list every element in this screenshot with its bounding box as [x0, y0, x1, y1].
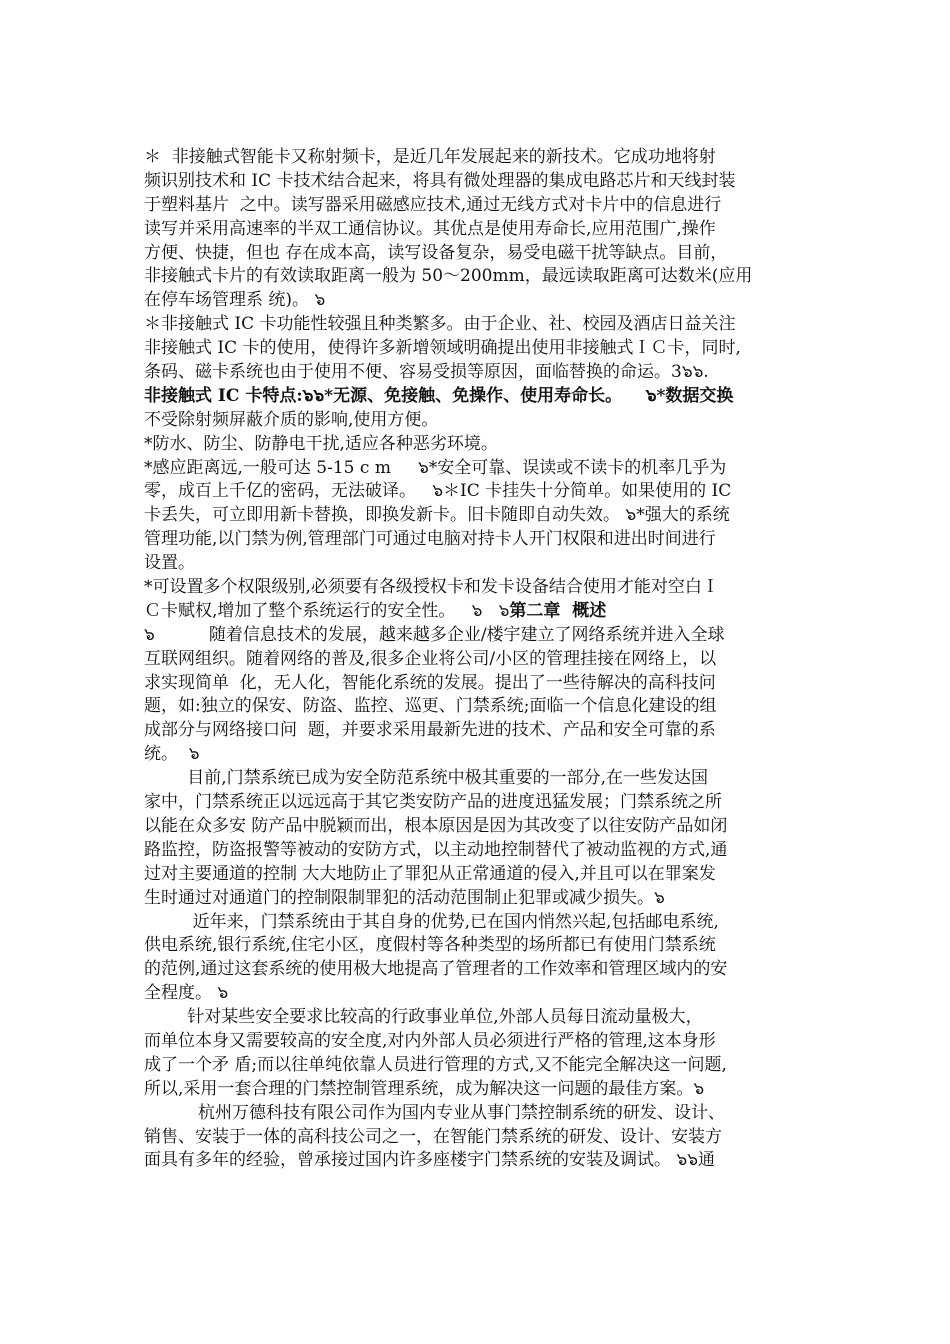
text-line: 非接触式 IC 卡的使用，使得许多新增领域明确提出使用非接触式ＩＣ卡，同时,: [144, 338, 741, 359]
text-line: 所以,采用一套合理的门禁控制管理系统，成为解决这一问题的最佳方案。๖: [144, 1078, 705, 1099]
text-line: 成了一个矛 盾;而以往单纯依靠人员进行管理的方式,又不能完全解决这一问题,: [144, 1054, 727, 1075]
text-line: 销售、安装于一体的高科技公司之一，在智能门禁系统的研发、设计、安装方: [144, 1126, 722, 1147]
text-line: 杭州万德科技有限公司作为国内专业从事门禁控制系统的研发、设计、: [144, 1102, 726, 1123]
text-line: 统。 ๖: [144, 744, 200, 765]
section-heading-ic-features: 非接触式 IC 卡特点:๖๖*无源、免接触、免操作、使用寿命长。 ๖*数据交换: [144, 385, 734, 406]
text-line: 目前,门禁系统已成为安全防范系统中极其重要的一部分,在一些发达国: [144, 768, 709, 789]
text-line: 全程度。 ๖: [144, 983, 229, 1004]
text-line: 管理功能,以门禁为例,管理部门可通过电脑对持卡人开门权限和进出时间进行: [144, 529, 716, 550]
text-line: 非接触式卡片的有效读取距离一般为 50～200mm，最远读取距离可达数米(应用: [144, 266, 753, 287]
text-line: 在停车场管理系 统)。 ๖: [144, 290, 326, 311]
chapter-two-prefix: Ｃ卡赋权,增加了整个系统运行的安全性。 ๖ ๖: [144, 600, 510, 621]
text-line: *防水、防尘、防静电干扰,适应各种恶劣环境。: [144, 433, 498, 454]
text-line: 路监控，防盗报警等被动的安防方式，以主动地控制替代了被动监视的方式,通: [144, 839, 728, 860]
text-line: 求实现简单 化，无人化，智能化系统的发展。提出了一些待解决的高科技问: [144, 672, 716, 693]
text-line: 于塑料基片 之中。读写器采用磁感应技术,通过无线方式对卡片中的信息进行: [144, 194, 722, 215]
chapter-two-heading: 第二章 概述: [509, 600, 607, 621]
text-line: 以能在众多安 防产品中脱颖而出，根本原因是因为其改变了以往安防产品如闭: [144, 815, 728, 836]
text-line: 方便、快捷，但也 存在成本高，读写设备复杂，易受电磁干扰等缺点。目前，: [144, 242, 728, 263]
text-line: 过对主要通道的控制 大大地防止了罪犯从正常通道的侵入,并且可以在罪案发: [144, 863, 716, 884]
text-line: 条码、磁卡系统也由于使用不便、容易受损等原因，面临替换的命运。3๖๖.: [144, 362, 709, 383]
text-line: 读写并采用高速率的半双工通信协议。其优点是使用寿命长,应用范围广,操作: [144, 218, 716, 239]
text-line: 面具有多年的经验，曾承接过国内许多座楼宇门禁系统的安装及调试。 ๖๖通: [144, 1150, 715, 1171]
text-line: 题，如:独立的保安、防盗、监控、巡更、门禁系统;面临一个信息化建设的组: [144, 696, 717, 717]
text-line: 生时通过对通道门的控制限制罪犯的活动范围制止犯罪或减少损失。๖: [144, 887, 665, 908]
text-line: 设置。: [144, 553, 195, 574]
text-line: 频识别技术和 IC 卡技术结合起来，将具有微处理器的集成电路芯片和天线封装: [144, 170, 736, 191]
text-line: *感应距离远,一般可达 5-15 c m ๖*安全可靠、误读或不读卡的机率几乎为: [144, 457, 727, 478]
text-line: ＊ 非接触式智能卡又称射频卡，是近几年发展起来的新技术。它成功地将射: [144, 147, 716, 167]
text-line: 近年来，门禁系统由于其自身的优势,已在国内悄然兴起,包括邮电系统,: [144, 911, 719, 932]
text-line: 卡丢失，可立即用新卡替换，即换发新卡。旧卡随即自动失效。 ๖*强大的系统: [144, 505, 730, 526]
text-line: 不受除射频屏蔽介质的影响,使用方便。: [144, 409, 439, 430]
text-line: ＊非接触式 IC 卡功能性较强且种类繁多。由于企业、社、校园及酒店日益关注: [144, 314, 736, 335]
text-line: 成部分与网络接口问 题，并要求采用最新先进的技术、产品和安全可靠的系: [144, 720, 716, 741]
text-line: 的范例,通过这套系统的使用极大地提高了管理者的工作效率和管理区域内的安: [144, 959, 728, 980]
text-line: 供电系统,银行系统,住宅小区，度假村等各种类型的场所都已有使用门禁系统: [144, 935, 716, 956]
text-line: 针对某些安全要求比较高的行政事业单位,外部人员每日流动量极大，: [144, 1007, 703, 1028]
text-line: 零，成百上千亿的密码，无法破译。 ๖＊IC 卡挂失十分简单。如果使用的 IC: [144, 481, 732, 502]
text-line: 家中，门禁系统正以远远高于其它类安防产品的进度迅猛发展；门禁系统之所: [144, 792, 722, 813]
text-line: ๖ 随着信息技术的发展，越来越多企业/楼宇建立了网络系统并进入全球: [144, 624, 725, 645]
text-line: *可设置多个权限级别,必须要有各级授权卡和发卡设备结合使用才能对空白Ｉ: [144, 577, 719, 598]
document-body: [144, 146, 812, 1173]
text-line: 互联网组织。随着网络的普及,很多企业将公司/小区的管理挂接在网络上，以: [144, 648, 717, 669]
text-line: 而单位本身又需要较高的安全度,对内外部人员必须进行严格的管理,这本身形: [144, 1030, 716, 1051]
chapter-two-heading-line: [144, 600, 812, 624]
